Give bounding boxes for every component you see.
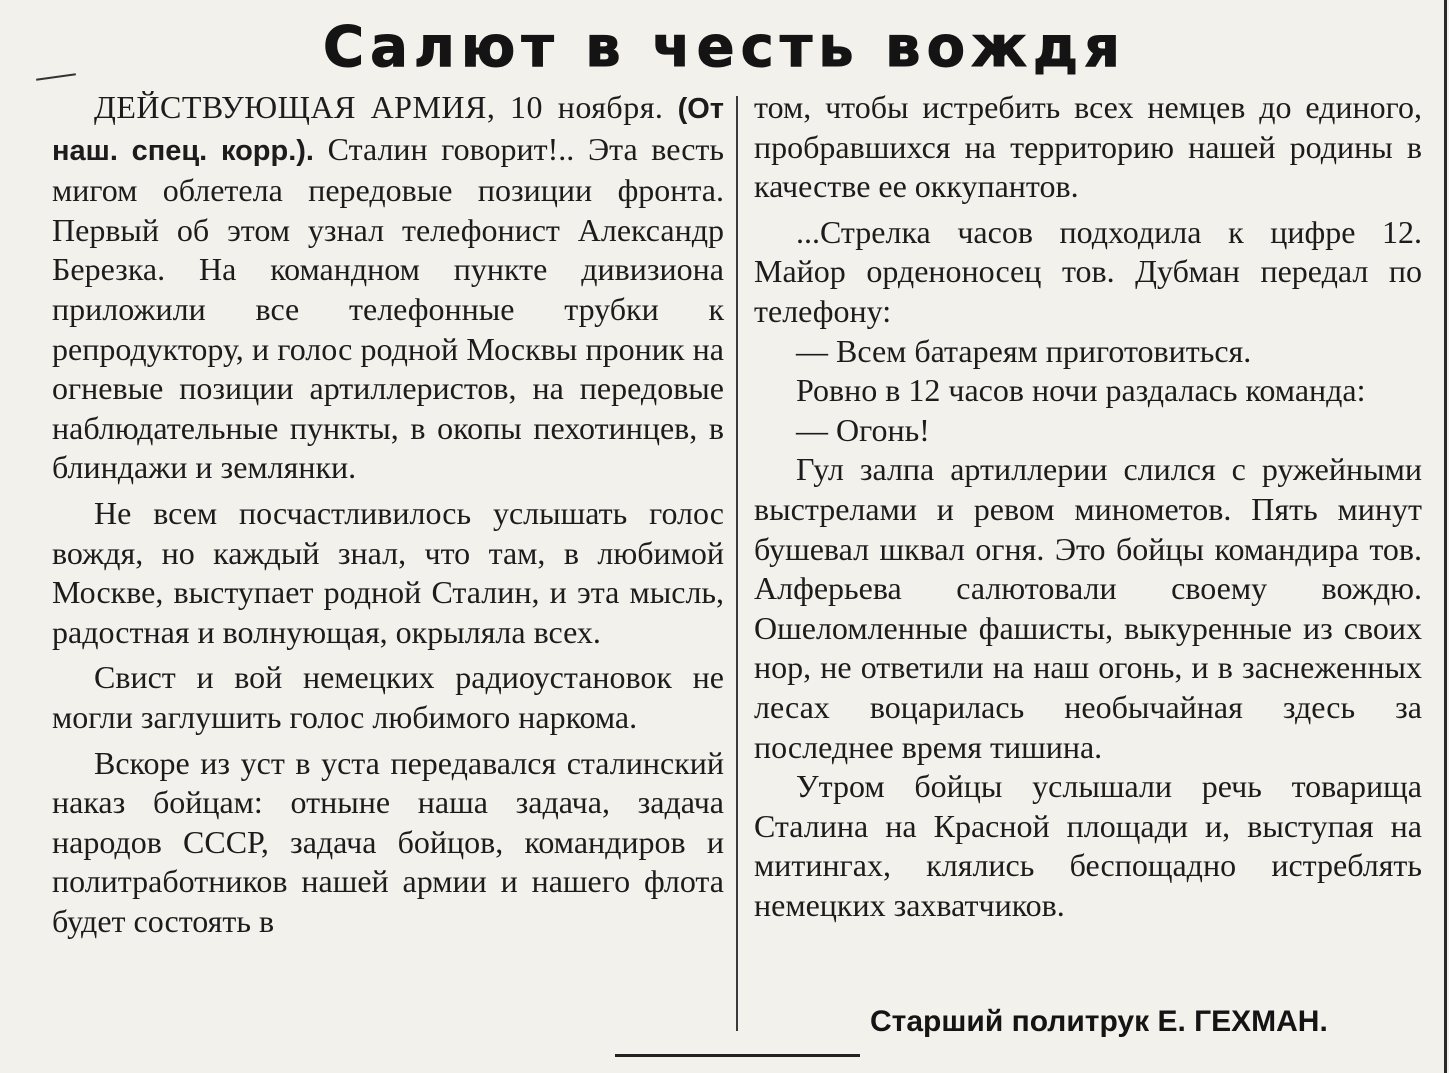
bottom-rule xyxy=(615,1054,860,1057)
paragraph: Утром бойцы услышали речь товарища Сталина на Красной площади и, выступая на митингах, клялись беспощадно истреблять немецких захватчиков. xyxy=(754,768,1422,923)
correspondent-credit: (От наш. спец. корр.). xyxy=(52,93,724,167)
paragraph: — Всем батареям приготовиться. xyxy=(796,332,1252,369)
page-edge-line xyxy=(1444,0,1447,1073)
author-signature: Старший политрук Е. ГЕХМАН. xyxy=(870,1005,1328,1038)
column-divider xyxy=(736,96,738,1031)
paragraph xyxy=(52,88,724,488)
paragraph: Не всем посчастливилось услышать голос вождя, но каждый знал, что там, в любимой Москве, выступает родной Сталин, и эта мысль, радостная и волнующая, окрыляла всех. xyxy=(52,494,724,650)
right-column xyxy=(754,88,1422,925)
paragraph: Гул залпа артиллерии слился с ружейными выстрелами и ревом минометов. Пять минут бушевал шквал огня. Это бойцы командира тов. Алферьева салютовали своему вождю. Ошеломленные фашисты, выкуренные из своих нор, не ответили на наш огонь, и в заснеженных лесах воцарилась необычайная здесь за последнее время тишина. xyxy=(754,451,1422,765)
paragraph: Ровно в 12 часов ночи раздалась команда: xyxy=(796,372,1366,409)
left-column xyxy=(52,88,724,941)
article-headline: Салют в честь вождя xyxy=(322,15,1127,80)
dateline: ДЕЙСТВУЮЩАЯ АРМИЯ, 10 ноября. xyxy=(94,89,664,125)
paragraph-text: Сталин говорит!.. Эта весть мигом облетела передовые позиции фронта. Первый об этом узнал телефонист Александр Березка. На командном пункте дивизиона приложили все телефонные трубки к репродуктору, и голос родной Москвы проник на огневые позиции артиллеристов, на передовые наблюдательные пункты, в окопы пехотинцев, в блиндажи и землянки. xyxy=(52,130,725,486)
paragraph: ...Стрелка часов подходила к цифре 12. Майор орденоносец тов. Дубман передал по телефону: xyxy=(754,213,1422,329)
paragraph: — Огонь! xyxy=(796,411,930,448)
paragraph: Вскоре из уст в уста передавался сталинский наказ бойцам: отныне наша задача, задача народов СССР, задача бойцов, командиров и политработников нашей армии и нашего флота будет состоять в xyxy=(52,744,724,939)
paragraph: Свист и вой немецких радиоустановок не могли заглушить голос любимого наркома. xyxy=(52,659,724,735)
paragraph-continuation: том, чтобы истребить всех немцев до единого, пробравшихся на территорию нашей родины в качестве ее оккупантов. xyxy=(754,89,1422,205)
